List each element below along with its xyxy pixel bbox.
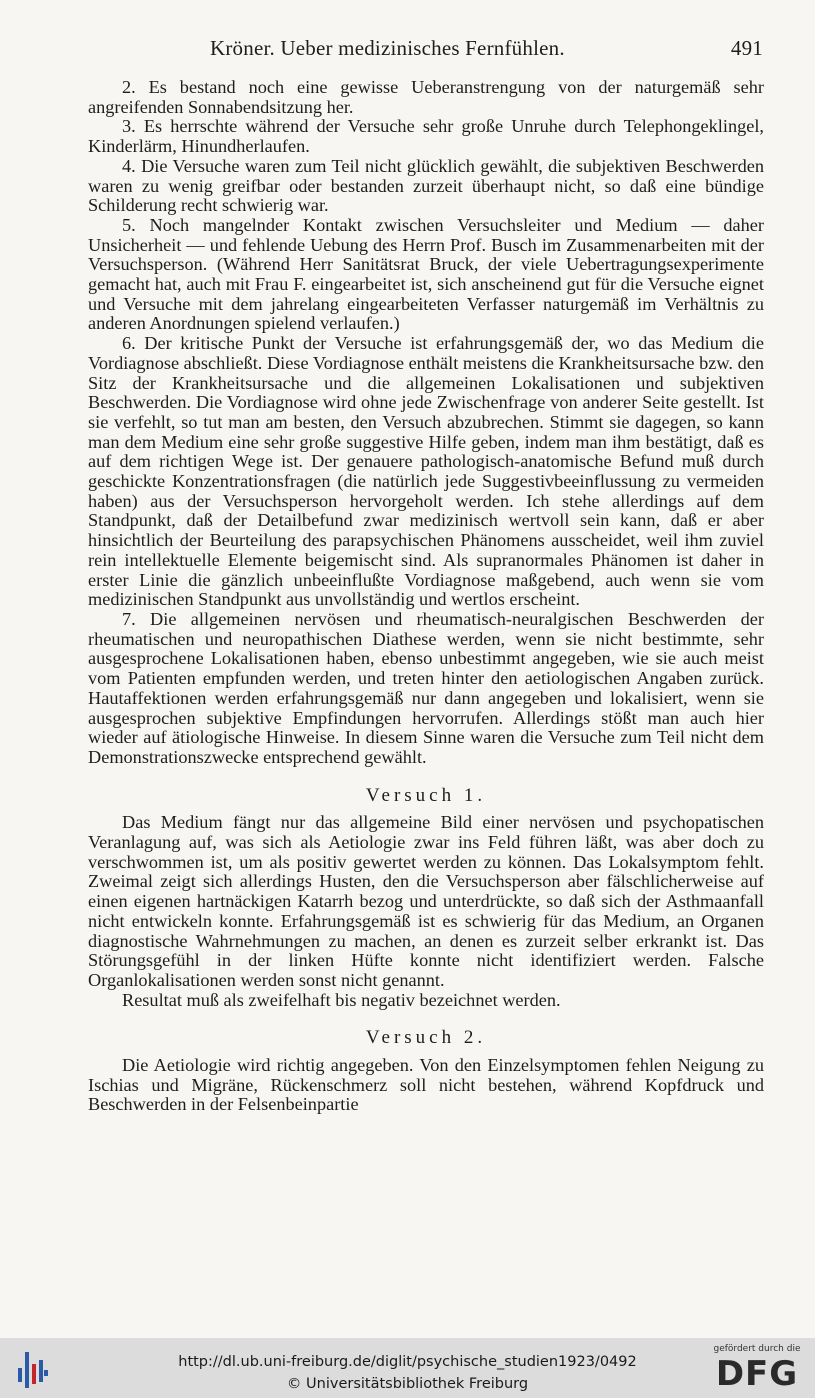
heading-versuch-1: Versuch 1. bbox=[365, 784, 487, 806]
paragraph-5: 5. Noch mangelnder Kontakt zwischen Versuchsleiter und Medium — daher Unsicherheit — und fehlende Uebung des Herrn Prof. Busch im Zusammenarbeiten mit der Versuchsperson. (Während Herr Sanitätsrat Bruck, der viele Uebertragungsexperimente gemacht hat, auch mit Frau F. eingearbeitet ist, sich anscheinend gut für die Versuche eignet und Versuche mit dem jahrelang eingearbeiteten Verfasser naturgemäß im Verhältnis zu anderen Anordnungen spielend verlaufen.) bbox=[88, 214, 764, 334]
page-number: 491 bbox=[730, 36, 763, 60]
viewer-footer bbox=[0, 1338, 815, 1398]
page-url-link[interactable]: http://dl.ub.uni-freiburg.de/diglit/psychische_studien1923/0492 bbox=[178, 1354, 637, 1370]
paragraph-3: 3. Es herrschte während der Versuche sehr große Unruhe durch Telephongeklingel, Kinderlärm, Hinundherlaufen. bbox=[88, 116, 764, 157]
body-text bbox=[88, 78, 764, 1115]
heading-versuch-2: Versuch 2. bbox=[365, 1027, 487, 1049]
dfg-funding-label: gefördert durch die bbox=[713, 1344, 801, 1354]
paragraph-7: 7. Die allgemeinen nervösen und rheumatisch-neuralgischen Beschwerden der rheumatischen und neuropathischen Diathese werden, wenn sie nicht bestimmte, sehr ausgesprochene Lokalisationen haben, ebenso unbestimmt angegeben, wie sie auch meist vom Patienten empfunden werden, und treten hinter den aetiologischen Angaben zurück. Hautaffektionen werden erfahrungsgemäß nur dann angegeben und lokalisiert, wenn sie ausgesprochen subjektive Empfindungen hervorrufen. Allerdings stößt man auch hier wieder auf ätiologische Hinweise. In diesem Sinne waren die Versuche zum Teil nicht dem Demonstrationszwecke entsprechend gewählt. bbox=[88, 608, 764, 767]
versuch-2-text: Die Aetiologie wird richtig angegeben. Von den Einzelsymptomen fehlen Neigung zu Ischias und Migräne, Rückenschmerz soll nicht bestehen, während Kopfdruck und Beschwerden in der Felsenbeinpartie bbox=[88, 1055, 764, 1115]
versuch-1-result: Resultat muß als zweifelhaft bis negativ bezeichnet werden. bbox=[122, 989, 561, 1010]
paragraph-2: 2. Es bestand noch eine gewisse Ueberanstrengung von der naturgemäß sehr angreifenden Sonnabendsitzung her. bbox=[88, 77, 764, 117]
dfg-logo[interactable] bbox=[709, 1344, 805, 1394]
running-title: Kröner. Ueber medizinisches Fernfühlen. bbox=[210, 36, 565, 60]
dfg-wordmark: DFG bbox=[715, 1354, 799, 1394]
paragraph-6: 6. Der kritische Punkt der Versuche ist erfahrungsgemäß der, wo das Medium die Vordiagnose abschließt. Diese Vordiagnose enthält meistens die Krankheitsursache bzw. den Sitz der Krankheitsursache und die allgemeinen Lokalisationen und subjektiven Beschwerden. Die Vordiagnose wird ohne jede Zwischenfrage von anderer Seite gestellt. Ist sie verfehlt, so tut man am besten, den Versuch abzubrechen. Stimmt sie dagegen, so kann man dem Medium eine sehr große suggestive Hilfe geben, indem man ihm bestätigt, daß es auf dem richtigen Wege ist. Der genauere pathologisch-anatomische Befund muß durch geschickte Konzentrationsfragen (die natürlich jede Suggestivbeeinflussung zu vermeiden haben) aus der Versuchsperson hervorgeholt werden. Ich stehe allerdings auf dem Standpunkt, daß der Detailbefund zwar medizinisch wertvoll sein kann, daß er aber hinsichtlich der Beurteilung des parapsychischen Phänomens ausscheidet, weil ihm zuviel rein intellektuelle Elemente beigemischt sind. Als supranormales Phänomen ist daher in erster Linie die gänzlich unbeeinflußte Vordiagnose maßgebend, auch wenn sie vom medizinischen Standpunkt aus unvollständig und wertlos erscheint. bbox=[88, 333, 764, 610]
versuch-1-text: Das Medium fängt nur das allgemeine Bild einer nervösen und psychopatischen Veranlagung auf, was sich als Aetiologie zwar ins Feld führen läßt, was aber doch zu verschwommen ist, um als positiv gewertet werden zu können. Das Lokalsymptom fehlt. Zweimal zeigt sich allerdings Husten, den die Versuchsperson aber fälschlicherweise auf einen eigenen hartnäckigen Katarrh bezog und unterdrückte, so daß sich der Asthmaanfall nicht entwickeln konnte. Erfahrungsgemäß ist es schwierig für das Medium, an Organen diagnostische Wahrnehmungen zu machen, an denen es zurzeit selber erkrankt ist. Das Störungsgefühl in der linken Hüfte konnte nicht identifiziert werden. Falsche Organlokalisationen werden sonst nicht genannt. bbox=[88, 812, 764, 990]
paragraph-4: 4. Die Versuche waren zum Teil nicht glücklich gewählt, die subjektiven Beschwerden waren zu wenig greifbar oder bestanden zurzeit überhaupt nicht, so daß eine bündige Schilderung recht schwierig war. bbox=[88, 155, 764, 216]
copyright-notice: © Universitätsbibliothek Freiburg bbox=[286, 1376, 529, 1392]
running-header bbox=[90, 36, 763, 68]
